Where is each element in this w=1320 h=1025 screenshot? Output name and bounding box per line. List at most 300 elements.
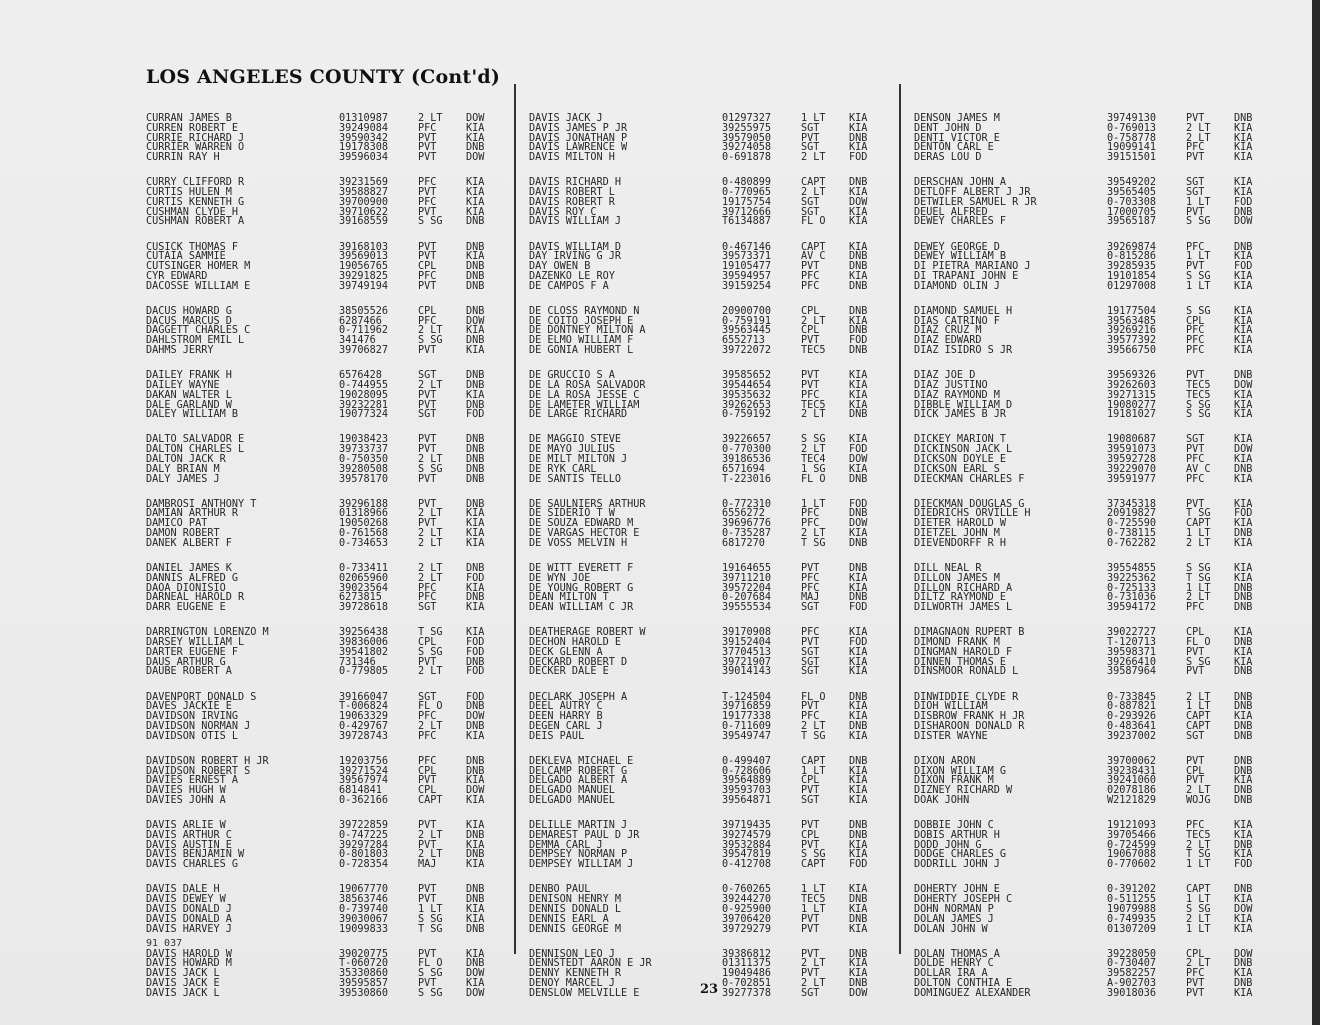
- casualty-row: [146, 282, 498, 292]
- status-cell: DNB: [466, 434, 485, 446]
- serial-cell: 39277378: [722, 987, 772, 999]
- status-cell: DNB: [1234, 241, 1253, 253]
- rank-cell: CPL: [801, 829, 820, 841]
- name-cell: DILLON RICHARD A: [914, 582, 1013, 594]
- rank-cell: S SG: [1186, 305, 1211, 317]
- serial-cell: 39733737: [339, 444, 389, 456]
- rank-cell: PVT: [801, 562, 820, 574]
- name-cell: DAILEY WAYNE: [146, 379, 220, 391]
- serial-cell: 6273815: [339, 592, 382, 604]
- status-cell: KIA: [849, 711, 868, 723]
- name-cell: DENSON JAMES M: [914, 113, 1000, 124]
- rank-cell: PVT: [418, 152, 437, 164]
- rank-cell: SGT: [801, 196, 820, 208]
- rank-cell: PVT: [418, 894, 437, 906]
- rank-cell: PFC: [1186, 602, 1205, 614]
- serial-cell: 39716859: [722, 701, 772, 713]
- casualty-row: [914, 925, 1266, 935]
- rank-cell: 2 LT: [1186, 913, 1211, 925]
- casualty-row: [914, 153, 1266, 163]
- status-cell: DNB: [466, 656, 485, 668]
- name-cell: DENBO PAUL: [529, 884, 591, 896]
- rank-cell: MAJ: [801, 592, 820, 604]
- status-cell: DNB: [466, 261, 485, 273]
- name-cell: CUSHMAN ROBERT A: [146, 216, 245, 228]
- rank-cell: 2 LT: [801, 409, 826, 421]
- rank-cell: PVT: [1186, 206, 1205, 218]
- serial-cell: 01297008: [1107, 280, 1157, 292]
- serial-cell: 39564871: [722, 795, 772, 806]
- status-cell: KIA: [1234, 454, 1253, 465]
- page-edge: [1312, 0, 1320, 1025]
- serial-cell: 01311375: [722, 958, 772, 970]
- rank-cell: PFC: [418, 730, 437, 742]
- status-cell: FOD: [849, 602, 868, 614]
- status-cell: KIA: [1234, 389, 1253, 401]
- serial-cell: 0-293926: [1107, 711, 1157, 723]
- name-cell: CYR EDWARD: [146, 270, 208, 282]
- serial-cell: 39237002: [1107, 730, 1157, 742]
- rank-cell: SGT: [1186, 434, 1205, 446]
- status-cell: DOW: [1234, 216, 1253, 228]
- name-cell: DACUS MARCUS D: [146, 315, 232, 327]
- entry-group: [146, 243, 498, 292]
- name-cell: CURTIS KENNETH G: [146, 196, 245, 208]
- status-cell: DNB: [849, 948, 868, 960]
- rank-cell: PVT: [801, 261, 820, 273]
- entry-group: [529, 307, 881, 356]
- serial-cell: 39722072: [722, 345, 772, 357]
- name-cell: DAILEY FRANK H: [146, 370, 232, 382]
- name-cell: DINWIDDIE CLYDE R: [914, 691, 1019, 703]
- serial-cell: 0-728606: [722, 765, 772, 777]
- serial-cell: 0-770300: [722, 444, 772, 456]
- serial-cell: 0-511255: [1107, 894, 1157, 906]
- casualty-row: [914, 796, 1266, 806]
- status-cell: DNB: [1234, 370, 1253, 382]
- status-cell: KIA: [466, 389, 485, 401]
- serial-cell: 19063329: [339, 711, 389, 723]
- status-cell: KIA: [466, 582, 485, 594]
- name-cell: DOHN NORMAN P: [914, 903, 994, 915]
- casualty-row: [914, 860, 1266, 870]
- name-cell: DIAMOND OLIN J: [914, 280, 1000, 292]
- name-cell: DOLAN JAMES J: [914, 913, 994, 925]
- status-cell: FOD: [1234, 196, 1253, 208]
- rank-cell: CAPT: [801, 755, 826, 767]
- serial-cell: 0-480899: [722, 177, 772, 189]
- name-cell: DIETER HAROLD W: [914, 518, 1007, 530]
- name-cell: DE SANTIS TELLO: [529, 473, 622, 485]
- serial-cell: 19067088: [1107, 849, 1157, 861]
- rank-cell: PVT: [418, 206, 437, 218]
- status-cell: KIA: [1234, 152, 1253, 164]
- status-cell: DNB: [1234, 785, 1253, 797]
- status-cell: KIA: [1234, 434, 1253, 446]
- casualty-row: [146, 410, 498, 420]
- casualty-row: [529, 667, 881, 677]
- name-cell: DILTZ RAYMOND E: [914, 592, 1007, 604]
- rank-cell: CAPT: [1186, 884, 1211, 896]
- name-cell: DOAK JOHN: [914, 795, 970, 806]
- status-cell: DNB: [849, 508, 868, 520]
- status-cell: DNB: [1234, 206, 1253, 218]
- name-cell: DENNY KENNETH R: [529, 968, 622, 980]
- name-cell: DIETZEL JOHN M: [914, 528, 1000, 540]
- name-cell: DISBROW FRANK H JR: [914, 711, 1025, 723]
- name-cell: DE SOUZA EDWARD M: [529, 518, 634, 530]
- status-cell: FOD: [466, 409, 485, 421]
- rank-cell: S SG: [418, 646, 443, 658]
- rank-cell: CPL: [801, 775, 820, 787]
- serial-cell: 19080687: [1107, 434, 1157, 446]
- status-cell: DNB: [466, 216, 485, 228]
- name-cell: DIXON FRANK M: [914, 775, 994, 787]
- status-cell: DNB: [849, 592, 868, 604]
- rank-cell: PFC: [801, 627, 820, 639]
- name-cell: DOLTON CONTHIA E: [914, 978, 1013, 990]
- name-cell: DIAZ JUSTINO: [914, 379, 988, 391]
- name-cell: DANEK ALBERT F: [146, 537, 232, 549]
- name-cell: DIAS CATRINO F: [914, 315, 1000, 327]
- rank-cell: 1 LT: [1186, 280, 1211, 292]
- name-cell: DE MILT MILTON J: [529, 454, 628, 465]
- status-cell: KIA: [849, 923, 868, 935]
- rank-cell: PVT: [801, 948, 820, 960]
- serial-cell: 38563746: [339, 894, 389, 906]
- serial-cell: 0-815286: [1107, 251, 1157, 263]
- rank-cell: SGT: [801, 666, 820, 678]
- serial-cell: T-006824: [339, 701, 389, 713]
- status-cell: KIA: [466, 602, 485, 614]
- entry-group: [529, 178, 881, 227]
- rank-cell: CPL: [418, 305, 437, 317]
- status-cell: KIA: [1234, 473, 1253, 485]
- serial-cell: 0-362166: [339, 795, 389, 806]
- serial-cell: 0-429767: [339, 720, 389, 732]
- entry-group: [529, 114, 881, 163]
- status-cell: DNB: [466, 270, 485, 282]
- rank-cell: PFC: [801, 582, 820, 594]
- status-cell: FOD: [849, 637, 868, 649]
- name-cell: DAY IRVING G JR: [529, 251, 622, 263]
- status-cell: DNB: [466, 498, 485, 510]
- serial-cell: 39244270: [722, 894, 772, 906]
- status-cell: DNB: [466, 444, 485, 456]
- serial-cell: 37345318: [1107, 498, 1157, 510]
- serial-cell: 0-691878: [722, 152, 772, 164]
- rank-cell: S SG: [418, 335, 443, 347]
- status-cell: DNB: [1234, 637, 1253, 649]
- name-cell: DALTO SALVADOR E: [146, 434, 245, 446]
- status-cell: KIA: [466, 913, 485, 925]
- name-cell: DEKLEVA MICHAEL E: [529, 755, 634, 767]
- rank-cell: S SG: [801, 849, 826, 861]
- serial-cell: 0-391202: [1107, 884, 1157, 896]
- serial-cell: 19181027: [1107, 409, 1157, 421]
- name-cell: DAVIS RICHARD H: [529, 177, 622, 189]
- status-cell: DNB: [466, 701, 485, 713]
- name-cell: CURRIE RICHARD J: [146, 132, 245, 144]
- name-cell: DE MAGGIO STEVE: [529, 434, 622, 446]
- status-cell: KIA: [1234, 325, 1253, 337]
- status-cell: KIA: [466, 122, 485, 134]
- serial-cell: 02065960: [339, 572, 389, 584]
- serial-cell: 39159254: [722, 280, 772, 292]
- serial-cell: 39274579: [722, 829, 772, 841]
- casualty-row: [914, 667, 1266, 677]
- status-cell: DOW: [1234, 444, 1253, 456]
- entry-group: [146, 628, 498, 677]
- status-cell: KIA: [849, 142, 868, 154]
- rank-cell: SGT: [801, 142, 820, 154]
- rank-cell: 1 LT: [1186, 196, 1211, 208]
- rank-cell: 2 LT: [801, 978, 826, 990]
- rank-cell: PVT: [1186, 987, 1205, 999]
- serial-cell: 0-770602: [1107, 859, 1157, 871]
- name-cell: DAVIS CHARLES G: [146, 859, 239, 871]
- serial-cell: 39547819: [722, 849, 772, 861]
- rank-cell: PVT: [1186, 646, 1205, 658]
- name-cell: DANIEL JAMES K: [146, 562, 232, 574]
- serial-cell: 39022727: [1107, 627, 1157, 639]
- name-cell: DAVIS MILTON H: [529, 152, 615, 164]
- rank-cell: TEC4: [801, 454, 826, 465]
- name-cell: DAHLSTROM EMIL L: [146, 335, 245, 347]
- status-cell: KIA: [1234, 132, 1253, 144]
- status-cell: KIA: [849, 379, 868, 391]
- serial-cell: 0-772310: [722, 498, 772, 510]
- status-cell: KIA: [849, 241, 868, 253]
- name-cell: DIAZ CRUZ M: [914, 325, 982, 337]
- status-cell: KIA: [849, 795, 868, 806]
- status-cell: DNB: [849, 325, 868, 337]
- serial-cell: 39594957: [722, 270, 772, 282]
- rank-cell: AV C: [801, 251, 826, 263]
- serial-cell: 38505526: [339, 305, 389, 317]
- name-cell: DE GRUCCIO S A: [529, 370, 615, 382]
- serial-cell: 39728618: [339, 602, 389, 614]
- entry-group: [529, 500, 881, 549]
- casualty-row: [914, 217, 1266, 227]
- rank-cell: PVT: [801, 335, 820, 347]
- serial-cell: 39588827: [339, 187, 389, 199]
- casualty-row: [529, 475, 881, 485]
- name-cell: DIMAGNAON RUPERT B: [914, 627, 1025, 639]
- status-cell: DNB: [1234, 602, 1253, 614]
- rank-cell: PVT: [1186, 775, 1205, 787]
- rank-cell: 2 LT: [1186, 958, 1211, 970]
- casualty-row: [146, 860, 498, 870]
- status-cell: KIA: [849, 730, 868, 742]
- name-cell: DILWORTH JAMES L: [914, 602, 1013, 614]
- status-cell: KIA: [1234, 122, 1253, 134]
- rank-cell: PVT: [418, 187, 437, 199]
- serial-cell: 39729279: [722, 923, 772, 935]
- status-cell: KIA: [849, 903, 868, 915]
- name-cell: DAVIS HARVEY J: [146, 923, 232, 935]
- status-cell: KIA: [466, 177, 485, 189]
- rank-cell: S SG: [1186, 656, 1211, 668]
- serial-cell: 39706827: [339, 345, 389, 357]
- status-cell: KIA: [1234, 913, 1253, 925]
- name-cell: DICKINSON JACK L: [914, 444, 1013, 456]
- status-cell: DNB: [1234, 666, 1253, 678]
- rank-cell: 2 LT: [418, 454, 443, 465]
- serial-cell: 37704513: [722, 646, 772, 658]
- serial-cell: 0-499407: [722, 755, 772, 767]
- serial-cell: 39271315: [1107, 389, 1157, 401]
- rank-cell: 1 LT: [418, 903, 443, 915]
- status-cell: DNB: [466, 720, 485, 732]
- name-cell: DAVIS LAWRENCE W: [529, 142, 628, 154]
- serial-cell: 0-702851: [722, 978, 772, 990]
- name-cell: DINSMOOR RONALD L: [914, 666, 1019, 678]
- rank-cell: 2 LT: [1186, 537, 1211, 549]
- serial-cell: 39710622: [339, 206, 389, 218]
- rank-cell: PFC: [418, 196, 437, 208]
- name-cell: DE YOUNG ROBERT G: [529, 582, 634, 594]
- serial-cell: 39544654: [722, 379, 772, 391]
- rank-cell: 2 LT: [418, 572, 443, 584]
- name-cell: DAVIS JACK L: [146, 987, 220, 999]
- serial-cell: 19067770: [339, 884, 389, 896]
- serial-cell: 39719435: [722, 820, 772, 832]
- status-cell: DOW: [466, 968, 485, 980]
- casualty-row: [914, 282, 1266, 292]
- rank-cell: 2 LT: [801, 528, 826, 540]
- status-cell: KIA: [849, 765, 868, 777]
- rank-cell: PVT: [418, 978, 437, 990]
- name-cell: DAVENPORT DONALD S: [146, 691, 257, 703]
- status-cell: KIA: [1234, 775, 1253, 787]
- name-cell: DACOSSE WILLIAM E: [146, 280, 251, 292]
- casualty-row: [529, 603, 881, 613]
- casualty-row: [146, 989, 498, 999]
- serial-cell: 0-711609: [722, 720, 772, 732]
- name-cell: DOMINGUEZ ALEXANDER: [914, 987, 1031, 999]
- name-cell: DILL NEAL R: [914, 562, 982, 574]
- status-cell: KIA: [466, 730, 485, 742]
- serial-cell: 19099833: [339, 923, 389, 935]
- status-cell: KIA: [466, 839, 485, 851]
- name-cell: DALE GARLAND W: [146, 399, 232, 411]
- rank-cell: SGT: [801, 122, 820, 134]
- serial-cell: T-223016: [722, 473, 772, 485]
- name-cell: DENNSTEDT AARON E JR: [529, 958, 652, 970]
- rank-cell: 2 LT: [418, 379, 443, 391]
- rank-cell: PVT: [1186, 498, 1205, 510]
- name-cell: DERAS LOU D: [914, 152, 982, 164]
- status-cell: DNB: [466, 463, 485, 475]
- rank-cell: 2 LT: [801, 152, 826, 164]
- rank-cell: 1 LT: [801, 765, 826, 777]
- rank-cell: CPL: [1186, 627, 1205, 639]
- serial-cell: 19177338: [722, 711, 772, 723]
- status-cell: DNB: [1234, 978, 1253, 990]
- casualty-row: [529, 153, 881, 163]
- rank-cell: PFC: [801, 572, 820, 584]
- status-cell: DNB: [849, 177, 868, 189]
- rank-cell: CPL: [1186, 315, 1205, 327]
- serial-cell: 39241060: [1107, 775, 1157, 787]
- entry-group: [914, 371, 1266, 420]
- status-cell: KIA: [849, 463, 868, 475]
- rank-cell: PVT: [1186, 152, 1205, 164]
- serial-cell: 39569013: [339, 251, 389, 263]
- serial-cell: 39297284: [339, 839, 389, 851]
- name-cell: DIAZ ISIDRO S JR: [914, 345, 1013, 357]
- entry-group: [914, 885, 1266, 934]
- entry-group: [146, 307, 498, 356]
- status-cell: DNB: [1234, 592, 1253, 604]
- status-cell: DNB: [849, 562, 868, 574]
- name-cell: DENNIS DONALD L: [529, 903, 622, 915]
- name-cell: DENT JOHN D: [914, 122, 982, 134]
- rank-cell: 1 LT: [801, 113, 826, 124]
- rank-cell: SGT: [418, 691, 437, 703]
- status-cell: DNB: [466, 473, 485, 485]
- status-cell: FOD: [466, 637, 485, 649]
- rank-cell: S SG: [1186, 270, 1211, 282]
- rank-cell: S SG: [801, 434, 826, 446]
- serial-cell: 0-733411: [339, 562, 389, 574]
- rank-cell: S SG: [1186, 562, 1211, 574]
- serial-cell: 39555534: [722, 602, 772, 614]
- column-divider-2: [899, 84, 901, 954]
- rank-cell: T SG: [418, 923, 443, 935]
- name-cell: DISHAROON DONALD R: [914, 720, 1025, 732]
- serial-cell: 19056765: [339, 261, 389, 273]
- status-cell: DNB: [466, 958, 485, 970]
- status-cell: DNB: [849, 894, 868, 906]
- name-cell: CURREN ROBERT E: [146, 122, 239, 134]
- status-cell: KIA: [466, 537, 485, 549]
- status-cell: DNB: [849, 345, 868, 357]
- name-cell: DE WYN JOE: [529, 572, 591, 584]
- status-cell: KIA: [849, 206, 868, 218]
- serial-cell: W2121829: [1107, 795, 1157, 806]
- serial-cell: 0-467146: [722, 241, 772, 253]
- entry-group: [146, 693, 498, 742]
- status-cell: KIA: [849, 849, 868, 861]
- name-cell: DEMPSEY NORMAN P: [529, 849, 628, 861]
- serial-cell: 39564889: [722, 775, 772, 787]
- rank-cell: PFC: [418, 315, 437, 327]
- casualty-row: [146, 603, 498, 613]
- serial-cell: 39563445: [722, 325, 772, 337]
- rank-cell: 2 LT: [1186, 122, 1211, 134]
- entry-group: [914, 628, 1266, 677]
- status-cell: KIA: [849, 122, 868, 134]
- name-cell: DENNIS EARL A: [529, 913, 609, 925]
- rank-cell: PVT: [418, 656, 437, 668]
- rank-cell: CPL: [418, 261, 437, 273]
- rank-cell: PVT: [418, 839, 437, 851]
- name-cell: DE DONTNEY MILTON A: [529, 325, 646, 337]
- status-cell: KIA: [466, 775, 485, 787]
- status-cell: DNB: [466, 592, 485, 604]
- status-cell: KIA: [849, 839, 868, 851]
- status-cell: DOW: [466, 987, 485, 999]
- serial-cell: 0-207684: [722, 592, 772, 604]
- name-cell: DAMICO PAT: [146, 518, 208, 530]
- name-cell: DAVIS JACK E: [146, 978, 220, 990]
- name-cell: DECKER DALE E: [529, 666, 609, 678]
- status-cell: DNB: [466, 562, 485, 574]
- rank-cell: PFC: [801, 711, 820, 723]
- status-cell: DNB: [849, 691, 868, 703]
